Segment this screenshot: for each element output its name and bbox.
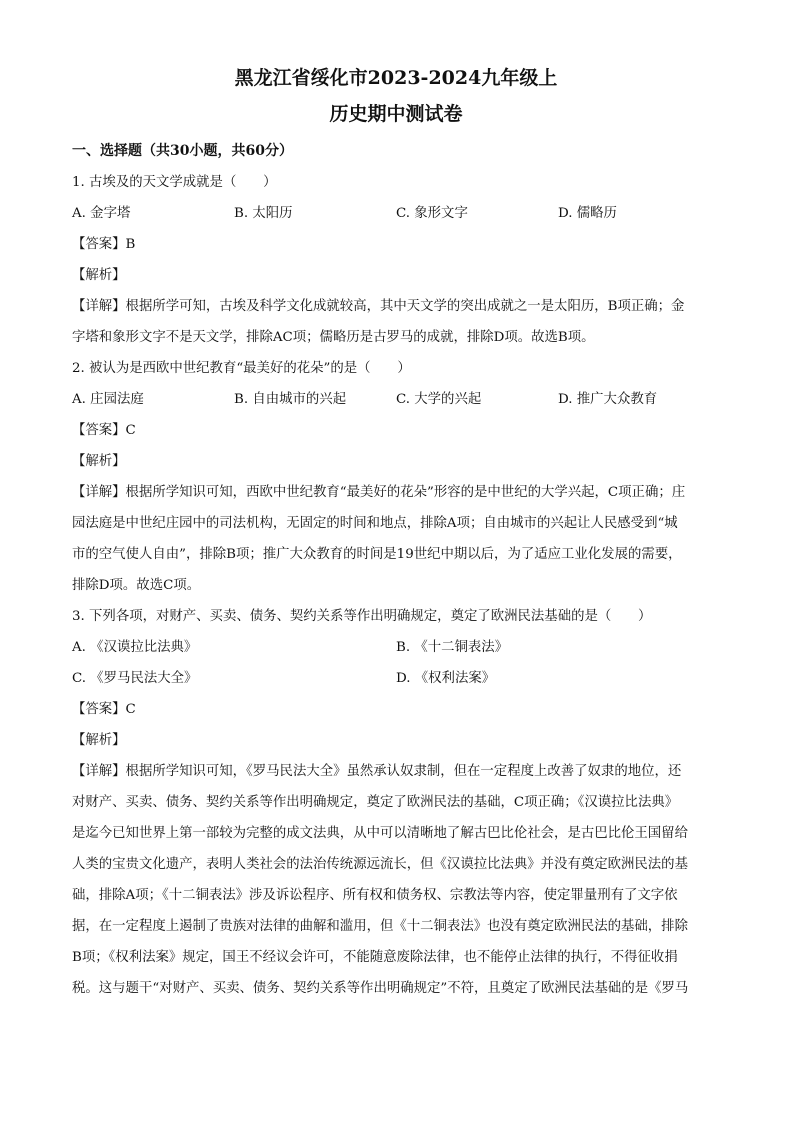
- detail-line: 【详解】根据所学知识可知，《罗马民法大全》虽然承认奴隶制，但在一定程度上改善了奴隶的地位，还: [72, 764, 682, 779]
- options-row-1: [72, 632, 720, 663]
- analysis-label: 【解析】: [72, 268, 126, 283]
- detail-paragraph: [72, 477, 720, 601]
- detail-line: 【详解】根据所学可知，古埃及科学文化成就较高，其中天文学的突出成就之一是太阳历，B项正确；金: [72, 299, 685, 314]
- option-d: D. 儒略历: [558, 206, 617, 221]
- document-page: [72, 60, 720, 1004]
- question-stem: 3. 下列各项，对财产、买卖、债务、契约关系等作出明确规定，奠定了欧洲民法基础的是（ ）: [72, 609, 652, 624]
- detail-line: 是迄今已知世界上第一部较为完整的成文法典，从中可以清晰地了解古巴比伦社会，是古巴比伦王国留给: [72, 826, 688, 841]
- detail-line: 税。这与题干“对财产、买卖、债务、契约关系等作出明确规定”不符，且奠定了欧洲民法基础的是《罗马: [72, 981, 689, 996]
- title-line-2: 历史期中测试卷: [329, 103, 463, 125]
- option-b: B. 太阳历: [234, 206, 293, 221]
- detail-line: 排除D项。故选C项。: [72, 578, 201, 593]
- options-row: [72, 198, 720, 229]
- option-d: D. 《权利法案》: [396, 671, 496, 686]
- option-b: B. 自由城市的兴起: [234, 392, 347, 407]
- options-row: [72, 384, 720, 415]
- option-c: C. 《罗马民法大全》: [72, 671, 198, 686]
- option-c: C. 大学的兴起: [396, 392, 482, 407]
- answer-line: 【答案】B: [72, 237, 136, 252]
- detail-line: 【详解】根据所学知识可知，西欧中世纪教育“最美好的花朵”形容的是中世纪的大学兴起，C项正确；庄: [72, 485, 686, 500]
- question-stem: 2. 被认为是西欧中世纪教育“最美好的花朵”的是（ ）: [72, 361, 411, 376]
- analysis-label: 【解析】: [72, 733, 126, 748]
- option-a: A. 庄园法庭: [72, 392, 144, 407]
- detail-paragraph: [72, 291, 720, 353]
- question-3: [72, 601, 720, 1004]
- detail-line: 字塔和象形文字不是天文学，排除AC项；儒略历是古罗马的成就，排除D项。故选B项。: [72, 330, 595, 345]
- detail-line: 市的空气使人自由”，排除B项；推广大众教育的时间是19世纪中期以后，为了适应工业化发展的需要，: [72, 547, 682, 562]
- title-line-1: 黑龙江省绥化市2023-2024九年级上: [234, 67, 558, 89]
- detail-line: B项；《权利法案》规定，国王不经议会许可，不能随意废除法律，也不能停止法律的执行，不得征收捐: [72, 950, 678, 965]
- detail-line: 据，在一定程度上遏制了贵族对法律的曲解和滥用，但《十二铜表法》也没有奠定欧洲民法的基础，排除: [72, 919, 688, 934]
- option-c: C. 象形文字: [396, 206, 468, 221]
- detail-paragraph: [72, 756, 720, 1004]
- option-d: D. 推广大众教育: [558, 392, 658, 407]
- detail-line: 园法庭是中世纪庄园中的司法机构，无固定的时间和地点，排除A项；自由城市的兴起让人民感受到“城: [72, 516, 678, 531]
- question-1: [72, 167, 720, 353]
- analysis-label: 【解析】: [72, 454, 126, 469]
- detail-line: 对财产、买卖、债务、契约关系等作出明确规定，奠定了欧洲民法的基础，C项正确；《汉谟拉比法典》: [72, 795, 679, 810]
- question-2: [72, 353, 720, 601]
- answer-line: 【答案】C: [72, 702, 136, 717]
- option-b: B. 《十二铜表法》: [396, 640, 509, 655]
- option-a: A. 《汉谟拉比法典》: [72, 640, 198, 655]
- options-row-2: [72, 663, 720, 694]
- answer-line: 【答案】C: [72, 423, 136, 438]
- question-stem: 1. 古埃及的天文学成就是（ ）: [72, 175, 277, 190]
- option-a: A. 金字塔: [72, 206, 131, 221]
- detail-line: 人类的宝贵文化遗产，表明人类社会的法治传统源远流长，但《汉谟拉比法典》并没有奠定欧洲民法的基: [72, 857, 688, 872]
- detail-line: 础，排除A项；《十二铜表法》涉及诉讼程序、所有权和债务权、宗教法等内容，使定罪量刑有了文字依: [72, 888, 678, 903]
- section-heading: 一、选择题（共30小题，共60分）: [72, 143, 293, 159]
